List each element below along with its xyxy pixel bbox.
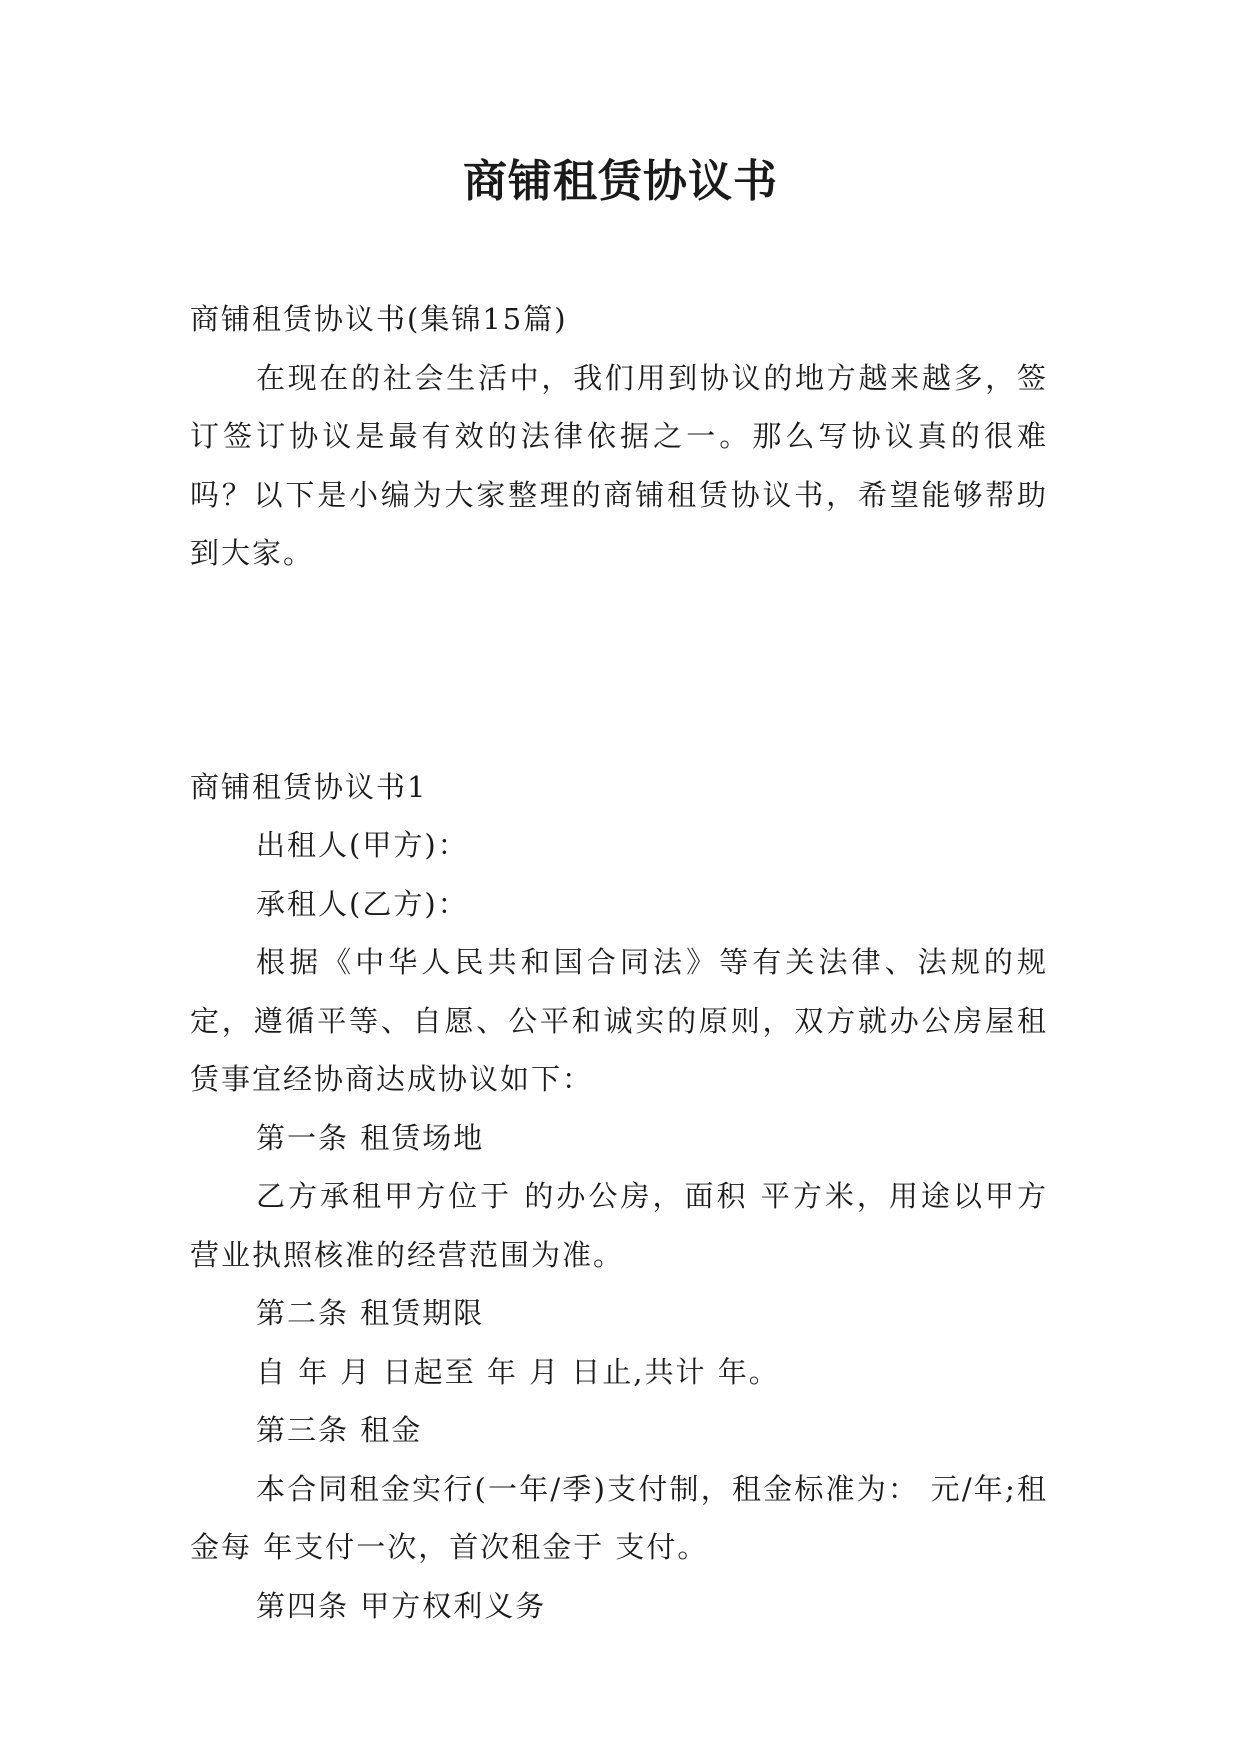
section-title: 商铺租赁协议书1 [190,769,428,804]
document-body [190,290,1048,1635]
document-title: 商铺租赁协议书 [463,156,778,207]
section-spacer [190,583,1048,758]
document-subtitle: 商铺租赁协议书(集锦15篇) [190,302,568,336]
article2-body: 自 年 月 日起至 年 月 日止,共计 年。 [256,1354,780,1389]
lessee-line: 承租人(乙方)： [256,886,469,921]
article3-title: 第三条 租金 [256,1413,423,1447]
intro-paragraph: 在现在的社会生活中，我们用到协议的地方越来越多，签订签订协议是最有效的法律依据之一。那么写协议真的很难吗？以下是小编为大家整理的商铺租赁协议书，希望能够帮助到大家。 [190,360,1048,570]
article1-body: 乙方承租甲方位于 的办公房，面积 平方米，用途以甲方营业执照核准的经营范围为准。 [190,1179,1048,1272]
article4-title: 第四条 甲方权利义务 [256,1588,547,1623]
article1-title: 第一条 租赁场地 [256,1120,485,1155]
article3-body: 本合同租金实行(一年/季)支付制，租金标准为： 元/年;租金每 年支付一次，首次租金于 支付。 [190,1471,1048,1564]
basis-paragraph: 根据《中华人民共和国合同法》等有关法律、法规的规定，遵循平等、自愿、公平和诚实的原则，双方就办公房屋租赁事宜经协商达成协议如下： [190,945,1048,1096]
article2-title: 第二条 租赁期限 [256,1296,485,1330]
lessor-line: 出租人(甲方)： [256,828,469,862]
